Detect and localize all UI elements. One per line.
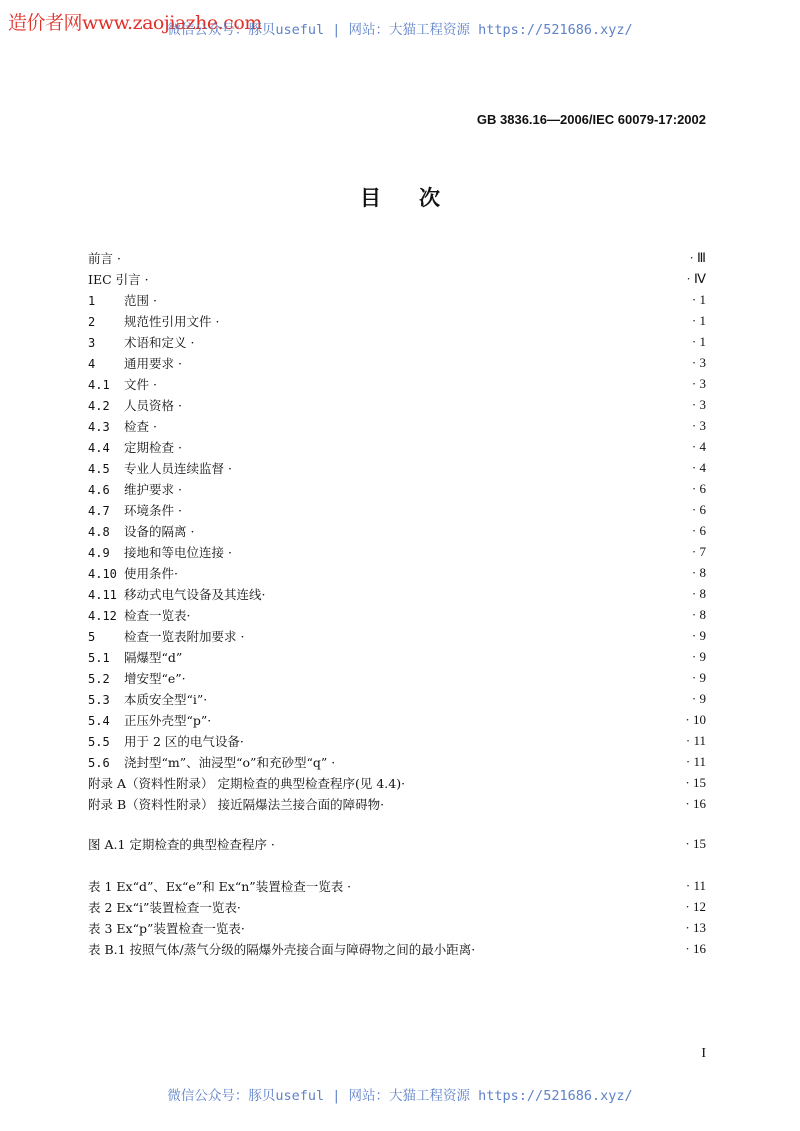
toc-entry[interactable] <box>88 667 706 688</box>
toc-entry[interactable] <box>88 730 706 751</box>
entry-page-number: · 9 <box>691 669 706 685</box>
entry-number: 4.10 <box>88 566 117 581</box>
entry-number: 4.3 <box>88 419 110 434</box>
entry-text <box>88 774 405 792</box>
entry-page-number: · 3 <box>691 396 706 412</box>
entry-text <box>88 312 219 330</box>
entry-number: 5.6 <box>88 755 110 770</box>
entry-number: 5.3 <box>88 692 110 707</box>
entry-text <box>88 627 244 645</box>
toc-entry[interactable] <box>88 625 706 646</box>
entry-number: 1 <box>88 293 96 308</box>
entry-label: 表 3 Ex“p”装置检查一览表· <box>88 920 245 936</box>
entry-text <box>88 396 182 414</box>
entry-page-number: · 13 <box>685 919 706 935</box>
toc-entry[interactable] <box>88 415 706 436</box>
toc-entry[interactable] <box>88 875 706 896</box>
entry-number: 4.12 <box>88 608 117 623</box>
toc-entry[interactable] <box>88 289 706 310</box>
entry-label: 通用要求 · <box>124 355 182 371</box>
entry-number: 5 <box>88 629 96 644</box>
entry-text <box>88 543 232 561</box>
toc-entry[interactable] <box>88 268 706 289</box>
entry-text <box>88 877 351 895</box>
entry-text <box>88 291 157 309</box>
entry-text <box>88 375 157 393</box>
entry-page-number: · 9 <box>691 627 706 643</box>
entry-number: 4.7 <box>88 503 110 518</box>
entry-page-number: · 8 <box>691 564 706 580</box>
entry-page-number: · 6 <box>691 522 706 538</box>
entry-text <box>88 480 182 498</box>
entry-text <box>88 795 384 813</box>
entry-page-number: · 6 <box>691 480 706 496</box>
figure-list <box>88 833 706 854</box>
entry-label: 图 A.1 定期检查的典型检查程序 · <box>88 836 275 852</box>
entry-page-number: · 1 <box>691 291 706 307</box>
toc-entry[interactable] <box>88 751 706 772</box>
toc-entry[interactable] <box>88 478 706 499</box>
entry-page-number: · 11 <box>685 877 706 893</box>
entry-label: 文件 · <box>124 376 157 392</box>
entry-label: 范围 · <box>124 292 157 308</box>
entry-page-number: · 15 <box>685 774 706 790</box>
toc-entry[interactable] <box>88 917 706 938</box>
entry-label: 表 1 Ex“d”、Ex“e”和 Ex“n”装置检查一览表 · <box>88 878 352 894</box>
entry-text <box>88 711 211 729</box>
entry-text <box>88 417 157 435</box>
entry-text <box>88 333 194 351</box>
entry-page-number: · 3 <box>691 417 706 433</box>
toc-entry[interactable] <box>88 896 706 917</box>
toc-entry[interactable] <box>88 772 706 793</box>
toc-entry[interactable] <box>88 541 706 562</box>
entry-page-number: · 8 <box>691 585 706 601</box>
entry-label: 附录 A（资料性附录） 定期检查的典型检查程序(见 4.4)· <box>88 775 406 791</box>
entry-label: 前言 · <box>88 250 121 266</box>
toc-entry[interactable] <box>88 938 706 959</box>
entry-label: 隔爆型“d” <box>124 649 183 665</box>
entry-label: 规范性引用文件 · <box>124 313 220 329</box>
entry-text <box>88 669 186 687</box>
entry-number: 4.5 <box>88 461 110 476</box>
entry-label: 专业人员连续监督 · <box>124 460 232 476</box>
entry-page-number: · 11 <box>685 753 706 769</box>
entry-label: IEC 引言 · <box>88 271 149 287</box>
entry-label: 本质安全型“i”· <box>124 691 208 707</box>
page-title: 目次 <box>360 185 478 210</box>
entry-label: 增安型“e”· <box>124 670 186 686</box>
entry-page-number: · 1 <box>691 333 706 349</box>
entry-page-number: · 15 <box>685 835 706 851</box>
entry-label: 检查一览表附加要求 · <box>124 628 245 644</box>
entry-label: 表 2 Ex“i”装置检查一览表· <box>88 899 241 915</box>
entry-page-number: · 4 <box>691 459 706 475</box>
entry-page-number: · 12 <box>685 898 706 914</box>
entry-text <box>88 919 245 937</box>
entry-text <box>88 898 241 916</box>
entry-number: 4.1 <box>88 377 110 392</box>
entry-page-number: · 3 <box>691 375 706 391</box>
entry-text <box>88 522 194 540</box>
bottom-banner-watermark: 微信公众号：豚贝useful | 网站：大猫工程资源 https://521686.xyz/ <box>167 1088 633 1104</box>
entry-number: 5.5 <box>88 734 110 749</box>
entry-page-number: · 10 <box>685 711 706 727</box>
entry-number: 5.1 <box>88 650 110 665</box>
entry-text <box>88 585 265 603</box>
entry-page-number: · 9 <box>691 690 706 706</box>
entry-label: 定期检查 · <box>124 439 182 455</box>
page-folio: I <box>701 1046 706 1061</box>
entry-text <box>88 501 182 519</box>
entry-text <box>88 438 182 456</box>
entry-page-number: · 8 <box>691 606 706 622</box>
entry-page-number: · 16 <box>685 795 706 811</box>
toc-entry[interactable] <box>88 709 706 730</box>
entry-number: 2 <box>88 314 96 329</box>
toc-entry[interactable] <box>88 604 706 625</box>
entry-label: 维护要求 · <box>124 481 182 497</box>
table-list <box>88 875 706 959</box>
entry-number: 5.2 <box>88 671 110 686</box>
toc-entry[interactable] <box>88 583 706 604</box>
entry-page-number: · 7 <box>691 543 706 559</box>
entry-page-number: · 4 <box>691 438 706 454</box>
entry-number: 4.4 <box>88 440 110 455</box>
entry-number: 4.6 <box>88 482 110 497</box>
entry-label: 使用条件· <box>124 565 178 581</box>
toc-entry[interactable] <box>88 394 706 415</box>
entry-number: 3 <box>88 335 96 350</box>
entry-label: 接地和等电位连接 · <box>124 544 232 560</box>
entry-number: 4.8 <box>88 524 110 539</box>
entry-page-number: · 3 <box>691 354 706 370</box>
entry-text <box>88 648 182 666</box>
toc-entry[interactable] <box>88 833 706 854</box>
entry-text <box>88 564 178 582</box>
entry-page-number: · 6 <box>691 501 706 517</box>
entry-label: 检查 · <box>124 418 157 434</box>
entry-text <box>88 835 275 853</box>
entry-page-number: · 1 <box>691 312 706 328</box>
site-watermark: 造价者网www.zaojiazhe.com <box>8 12 262 34</box>
toc-entry[interactable] <box>88 499 706 520</box>
entry-number: 4 <box>88 356 96 371</box>
toc-entry[interactable] <box>88 436 706 457</box>
entry-text <box>88 459 232 477</box>
entry-text <box>88 940 475 958</box>
toc-entry[interactable] <box>88 688 706 709</box>
entry-label: 用于 2 区的电气设备· <box>124 733 244 749</box>
entry-label: 环境条件 · <box>124 502 182 518</box>
entry-text <box>88 753 335 771</box>
toc-entry[interactable] <box>88 352 706 373</box>
entry-label: 表 B.1 按照气体/蒸气分级的隔爆外壳接合面与障碍物之间的最小距离· <box>88 941 476 957</box>
toc-entry[interactable] <box>88 373 706 394</box>
toc-entry[interactable] <box>88 562 706 583</box>
toc-entry[interactable] <box>88 793 706 814</box>
entry-text <box>88 690 207 708</box>
standard-number: GB 3836.16—2006/IEC 60079-17:2002 <box>476 112 706 127</box>
toc-entry[interactable] <box>88 247 706 268</box>
toc-entry[interactable] <box>88 331 706 352</box>
entry-page-number: · 9 <box>691 648 706 664</box>
entry-label: 附录 B（资料性附录） 接近隔爆法兰接合面的障碍物· <box>88 796 385 812</box>
entry-text <box>88 249 121 267</box>
entry-text <box>88 270 149 288</box>
entry-number: 4.9 <box>88 545 110 560</box>
toc-entry[interactable] <box>88 520 706 541</box>
toc-entry[interactable] <box>88 310 706 331</box>
entry-label: 正压外壳型“p”· <box>124 712 212 728</box>
entry-text <box>88 606 190 624</box>
entry-page-number: · Ⅳ <box>686 270 706 286</box>
top-banner-watermark: 微信公众号：豚贝useful | 网站：大猫工程资源 https://521686.xyz/ <box>167 22 633 38</box>
toc-entry[interactable] <box>88 457 706 478</box>
entry-text <box>88 732 244 750</box>
entry-label: 设备的隔离 · <box>124 523 195 539</box>
entry-label: 移动式电气设备及其连线· <box>124 586 266 602</box>
entry-label: 检查一览表· <box>124 607 191 623</box>
entry-label: 术语和定义 · <box>124 334 195 350</box>
entry-page-number: · 16 <box>685 940 706 956</box>
entry-number: 5.4 <box>88 713 110 728</box>
entry-page-number: · 11 <box>685 732 706 748</box>
entry-number: 4.2 <box>88 398 110 413</box>
toc-list <box>88 247 706 814</box>
entry-label: 浇封型“m”、油浸型“o”和充砂型“q” · <box>124 754 336 770</box>
toc-entry[interactable] <box>88 646 706 667</box>
entry-label: 人员资格 · <box>124 397 182 413</box>
entry-number: 4.11 <box>88 587 117 602</box>
entry-text <box>88 354 182 372</box>
entry-page-number: · Ⅲ <box>689 249 706 265</box>
